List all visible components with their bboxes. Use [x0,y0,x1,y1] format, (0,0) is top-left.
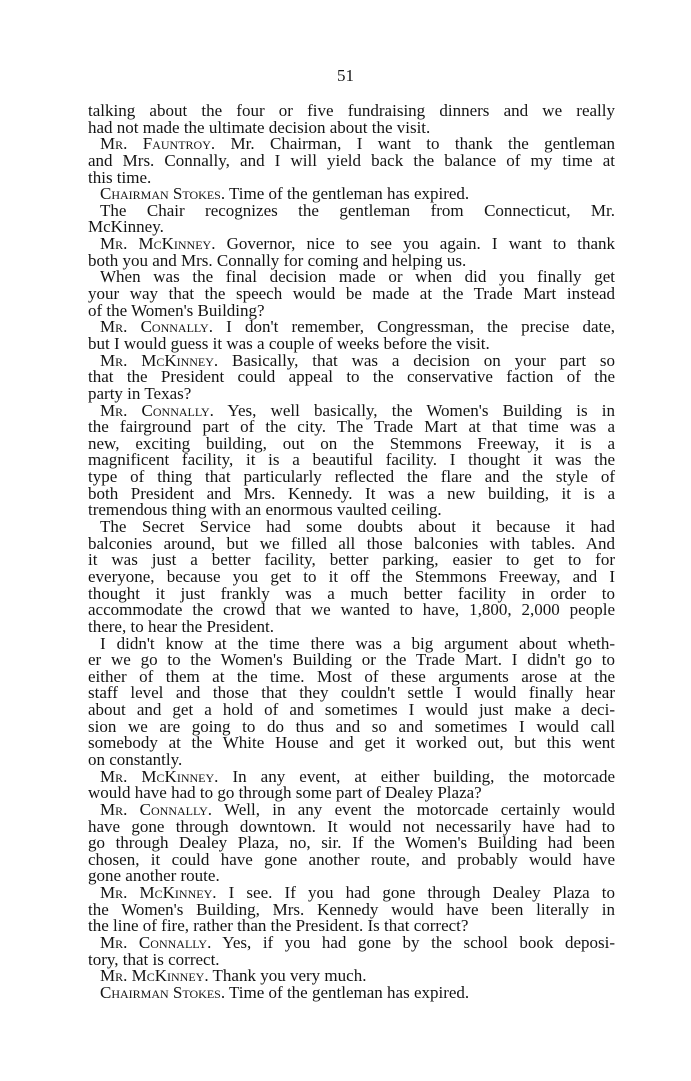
line-text: tremendous thing with an enormous vaulted ceiling. [88,500,442,520]
line-text: The Chair recognizes the gentleman from Connecticut, Mr. [100,200,615,220]
line-text: chosen, it could have gone another route, and probably would have [88,849,615,869]
line-text: new, exciting building, out on the Stemmons Freeway, it is a [88,433,615,453]
paragraph [88,766,616,803]
speaker-name: Mr. McKinney. [100,766,219,786]
line-text: both President and Mrs. Kennedy. It was a new building, it is a [88,483,615,503]
line-text: that the President could appeal to the conservative faction of the [88,367,615,387]
line-text: party in Texas? [88,383,192,403]
line-text: this time. [88,167,152,187]
speaker-name: Chairman Stokes. [100,184,226,204]
line-text: I didn't know at the time there was a big argument about wheth- [100,633,615,653]
line-text: Yes, well basically, the Women's Building is in [213,400,615,420]
line-text: In any event, at either building, the motorcade [218,766,616,786]
line-text: Time of the gentleman has expired. [225,982,470,1002]
line-text: staff level and those that they couldn't settle I would finally hear [88,683,615,703]
paragraph [88,935,615,968]
line-text: accommodate the crowd that we wanted to have, 1,800, 2,000 people [88,600,615,620]
speaker-name: Mr. McKinney. [100,883,217,903]
paragraph [88,319,615,352]
line-text: of the Women's Building? [88,300,265,320]
line-text: about and get a hold of and sometimes I would just make a deci- [88,700,615,720]
text-line [88,150,615,170]
paragraph [88,236,615,269]
line-text: somebody at the White House and get it worked out, but this went [88,733,615,753]
paragraph [88,400,615,520]
line-text: Thank you very much. [208,966,367,986]
paragraph [88,350,615,403]
text-line [88,982,615,1002]
line-text: type of thing that particularly reflected the flare and the style of [88,467,615,487]
line-text: Time of the gentleman has expired. [225,184,470,204]
line-text: everyone, because you get to it off the Stemmons Freeway, and I [88,566,615,586]
paragraph [88,982,615,1002]
line-text: balconies around, but we filled all those balconies with tables. And [88,533,615,553]
page-number: 51 [337,66,354,85]
line-text: tory, that is correct. [88,949,220,969]
speaker-name: Chairman Stokes. [100,982,226,1002]
line-text: McKinney. [88,217,164,237]
speaker-name: Mr. McKinney. [100,966,209,986]
line-text: Basically, that was a decision on your part so [218,350,615,370]
line-text: either of them at the time. Most of these arguments arose at the [88,666,615,686]
line-text: I don't remember, Congressman, the precise date, [212,317,616,337]
speaker-name: Mr. Connally. [100,933,212,953]
paragraph [88,633,615,769]
line-text: both you and Mrs. Connally for coming and helping us. [88,250,467,270]
line-text: the fairground part of the city. The Trade Mart at that time was a [88,417,615,437]
speaker-name: Mr. Fauntroy. [100,134,216,154]
paragraph [88,885,615,935]
line-text: gone another route. [88,866,220,886]
speaker-name: Mr. Connally. [100,317,213,337]
line-text: Yes, if you had gone by the school book deposi- [211,933,616,953]
speaker-name: Mr. McKinney. [100,350,219,370]
line-text: there, to hear the President. [88,616,274,636]
line-text: talking about the four or five fundraising dinners and we really [88,101,615,120]
line-text: When was the final decision made or when did you finally get [100,267,615,287]
line-text: Well, in any event the motorcade certainly would [212,799,616,819]
line-text: Mr. Chairman, I want to thank the gentleman [215,134,615,154]
line-text: the Women's Building, Mrs. Kennedy would have been literally in [88,899,615,919]
paragraph [88,200,615,237]
line-text: I see. If you had gone through Dealey Plaza to [216,883,615,903]
line-text: Governor, nice to see you again. I want to thank [215,234,615,254]
line-text: er we go to the Women's Building or the Trade Mart. I didn't go to [88,650,615,670]
paragraph [88,269,615,319]
speaker-name: Mr. Connally. [100,400,214,420]
line-text: had not made the ultimate decision about the visit. [88,117,431,137]
line-text: but I would guess it was a couple of weeks before the visit. [88,333,490,353]
line-text: on constantly. [88,749,183,769]
line-text: and Mrs. Connally, and I will yield back the balance of my time at [88,150,615,170]
speaker-name: Mr. McKinney. [100,234,216,254]
line-text: thought it just frankly was a much better facility in order to [88,583,615,603]
line-text: your way that the speech would be made at the Trade Mart instead [88,284,615,304]
line-text: go through Dealey Plaza, no, sir. If the Women's Building had been [88,833,615,853]
paragraph [88,103,615,136]
speaker-name: Mr. Connally. [100,799,213,819]
paragraph [88,519,615,635]
line-text: sion we are going to do thus and so and sometimes I would call [88,716,615,736]
line-text: magnificent facility, it is a beautiful facility. I thought it was the [88,450,615,470]
paragraph [88,136,615,186]
text-line [88,200,615,220]
line-text: have gone through downtown. It would not necessarily have had to [88,816,615,836]
transcript-body [88,103,615,1002]
line-text: it was just a better facility, better parking, easier to get to for [88,550,615,570]
paragraph [88,799,616,886]
line-text: The Secret Service had some doubts about it because it had [100,517,615,537]
line-text: would have had to go through some part of Dealey Plaza? [88,783,482,803]
line-text: the line of fire, rather than the President. Is that correct? [88,916,469,936]
